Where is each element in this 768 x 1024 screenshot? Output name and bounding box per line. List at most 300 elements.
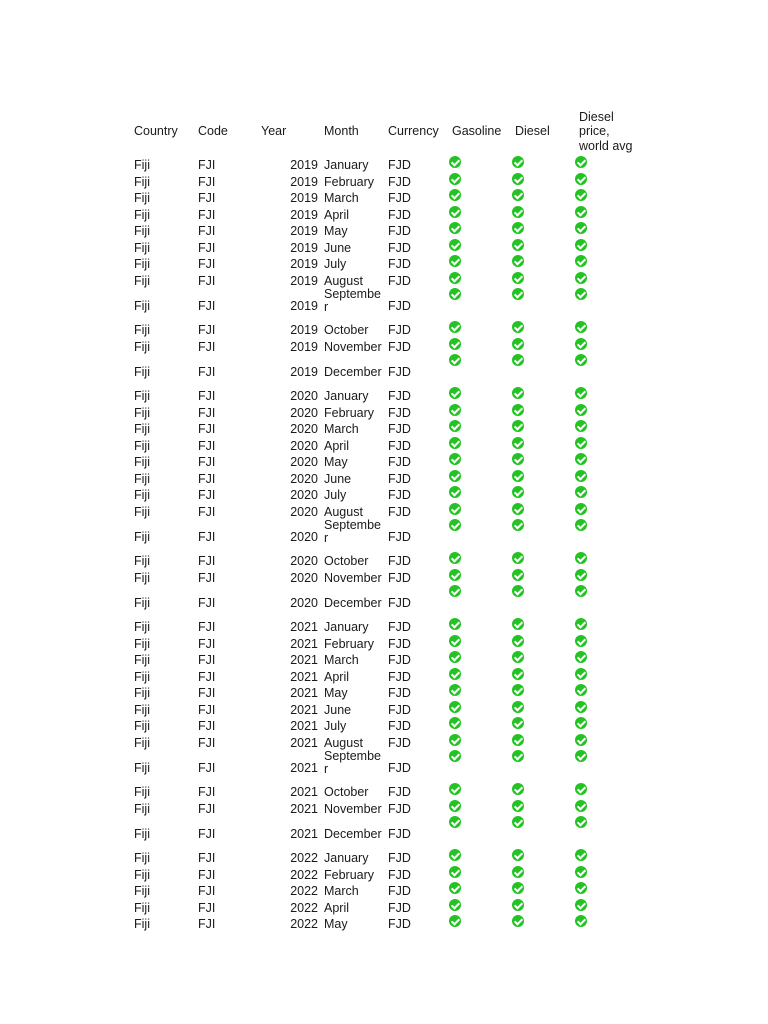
cell-country: Fiji bbox=[134, 273, 150, 288]
cell-month: January bbox=[324, 851, 369, 865]
cell-country: Fiji bbox=[134, 299, 150, 313]
check-circle-icon bbox=[575, 717, 587, 729]
cell-year: 2019 bbox=[290, 257, 318, 271]
cell-code: FJI bbox=[198, 686, 216, 700]
cell-year: 2021 bbox=[290, 785, 318, 799]
cell-country: Fiji bbox=[134, 158, 150, 172]
cell-month: April bbox=[324, 438, 350, 453]
check-circle-icon bbox=[575, 189, 587, 201]
check-circle-icon bbox=[449, 783, 461, 795]
check-circle-icon bbox=[512, 783, 524, 795]
cell-country: Fiji bbox=[134, 851, 150, 865]
check-circle-icon bbox=[575, 255, 587, 267]
cell-month: July bbox=[324, 257, 347, 271]
cell-country: Fiji bbox=[134, 761, 150, 775]
cell-country: Fiji bbox=[134, 405, 150, 420]
check-circle-icon bbox=[512, 750, 524, 762]
cell-currency: FJD bbox=[388, 867, 411, 882]
check-circle-icon bbox=[575, 651, 587, 663]
cell-year: 2021 bbox=[290, 761, 318, 775]
cell-currency: FJD bbox=[388, 224, 411, 238]
cell-country: Fiji bbox=[134, 620, 150, 634]
cell-year: 2022 bbox=[290, 884, 318, 898]
cell-month: January bbox=[324, 158, 369, 172]
check-circle-icon bbox=[512, 321, 524, 333]
check-circle-icon bbox=[575, 668, 587, 680]
cell-country: Fiji bbox=[134, 669, 150, 684]
check-circle-icon bbox=[575, 338, 587, 350]
check-circle-icon bbox=[512, 453, 524, 465]
check-circle-icon bbox=[449, 552, 461, 564]
cell-currency: FJD bbox=[388, 669, 411, 684]
cell-country: Fiji bbox=[134, 917, 150, 931]
check-circle-icon bbox=[512, 189, 524, 201]
cell-month: July bbox=[324, 488, 347, 502]
check-circle-icon bbox=[449, 255, 461, 267]
cell-year: 2021 bbox=[290, 636, 318, 651]
cell-year: 2020 bbox=[290, 530, 318, 544]
check-circle-icon bbox=[449, 866, 461, 878]
check-circle-icon bbox=[575, 899, 587, 911]
check-circle-icon bbox=[512, 635, 524, 647]
cell-month: October bbox=[324, 785, 369, 799]
check-circle-icon bbox=[575, 816, 587, 828]
cell-code: FJI bbox=[198, 653, 216, 667]
cell-year: 2021 bbox=[290, 719, 318, 733]
check-circle-icon bbox=[512, 338, 524, 350]
cell-country: Fiji bbox=[134, 867, 150, 882]
cell-year: 2019 bbox=[290, 158, 318, 172]
cell-currency: FJD bbox=[388, 240, 411, 255]
cell-year: 2019 bbox=[290, 273, 318, 288]
check-circle-icon bbox=[449, 668, 461, 680]
cell-code: FJI bbox=[198, 299, 216, 313]
cell-month: April bbox=[324, 207, 350, 222]
cell-currency: FJD bbox=[388, 257, 411, 271]
check-circle-icon bbox=[512, 668, 524, 680]
cell-currency: FJD bbox=[388, 299, 411, 313]
check-circle-icon bbox=[575, 684, 587, 696]
check-circle-icon bbox=[575, 222, 587, 234]
cell-year: 2021 bbox=[290, 669, 318, 684]
cell-year: 2021 bbox=[290, 827, 318, 841]
cell-year: 2021 bbox=[290, 653, 318, 667]
cell-currency: FJD bbox=[388, 735, 411, 750]
cell-currency: FJD bbox=[388, 827, 411, 841]
check-circle-icon bbox=[449, 321, 461, 333]
cell-code: FJI bbox=[198, 596, 216, 610]
header-country: Country bbox=[134, 124, 178, 138]
check-circle-icon bbox=[512, 701, 524, 713]
cell-currency: FJD bbox=[388, 438, 411, 453]
cell-month: May bbox=[324, 455, 348, 469]
header-code: Code bbox=[198, 124, 228, 138]
check-circle-icon bbox=[512, 552, 524, 564]
header-currency: Currency bbox=[388, 124, 439, 138]
check-circle-icon bbox=[449, 156, 461, 168]
check-circle-icon bbox=[449, 222, 461, 234]
cell-country: Fiji bbox=[134, 224, 150, 238]
cell-year: 2021 bbox=[290, 686, 318, 700]
check-circle-icon bbox=[575, 239, 587, 251]
check-circle-icon bbox=[449, 651, 461, 663]
check-circle-icon bbox=[575, 486, 587, 498]
check-circle-icon bbox=[575, 288, 587, 300]
cell-year: 2020 bbox=[290, 422, 318, 436]
check-circle-icon bbox=[575, 849, 587, 861]
cell-currency: FJD bbox=[388, 488, 411, 502]
cell-year: 2020 bbox=[290, 504, 318, 519]
cell-code: FJI bbox=[198, 801, 216, 816]
check-circle-icon bbox=[449, 569, 461, 581]
cell-country: Fiji bbox=[134, 686, 150, 700]
cell-year: 2019 bbox=[290, 339, 318, 354]
check-circle-icon bbox=[449, 206, 461, 218]
cell-country: Fiji bbox=[134, 785, 150, 799]
cell-year: 2022 bbox=[290, 851, 318, 865]
check-circle-icon bbox=[449, 503, 461, 515]
cell-code: FJI bbox=[198, 323, 216, 337]
cell-country: Fiji bbox=[134, 257, 150, 271]
cell-country: Fiji bbox=[134, 365, 150, 379]
check-circle-icon bbox=[512, 899, 524, 911]
cell-month: August bbox=[324, 273, 363, 288]
cell-code: FJI bbox=[198, 191, 216, 205]
check-circle-icon bbox=[575, 206, 587, 218]
cell-code: FJI bbox=[198, 570, 216, 585]
cell-currency: FJD bbox=[388, 207, 411, 222]
header-year: Year bbox=[261, 124, 287, 138]
cell-code: FJI bbox=[198, 554, 216, 568]
cell-year: 2020 bbox=[290, 596, 318, 610]
cell-currency: FJD bbox=[388, 596, 411, 610]
cell-year: 2019 bbox=[290, 323, 318, 337]
check-circle-icon bbox=[449, 618, 461, 630]
cell-currency: FJD bbox=[388, 620, 411, 634]
cell-code: FJI bbox=[198, 389, 216, 403]
cell-code: FJI bbox=[198, 669, 216, 684]
check-circle-icon bbox=[449, 717, 461, 729]
check-circle-icon bbox=[575, 866, 587, 878]
check-circle-icon bbox=[449, 635, 461, 647]
cell-code: FJI bbox=[198, 273, 216, 288]
check-circle-icon bbox=[449, 437, 461, 449]
cell-month: September bbox=[324, 287, 381, 314]
check-circle-icon bbox=[575, 915, 587, 927]
check-circle-icon bbox=[449, 272, 461, 284]
cell-currency: FJD bbox=[388, 455, 411, 469]
cell-code: FJI bbox=[198, 884, 216, 898]
cell-month: February bbox=[324, 867, 375, 882]
cell-code: FJI bbox=[198, 405, 216, 420]
cell-country: Fiji bbox=[134, 653, 150, 667]
cell-currency: FJD bbox=[388, 785, 411, 799]
check-circle-icon bbox=[512, 404, 524, 416]
cell-month: November bbox=[324, 570, 382, 585]
cell-code: FJI bbox=[198, 851, 216, 865]
cell-year: 2019 bbox=[290, 174, 318, 189]
cell-country: Fiji bbox=[134, 488, 150, 502]
cell-year: 2019 bbox=[290, 207, 318, 222]
header-diesel: Diesel bbox=[515, 124, 550, 138]
check-circle-icon bbox=[512, 288, 524, 300]
check-circle-icon bbox=[512, 651, 524, 663]
cell-currency: FJD bbox=[388, 884, 411, 898]
check-circle-icon bbox=[575, 321, 587, 333]
cell-country: Fiji bbox=[134, 191, 150, 205]
cell-month: February bbox=[324, 636, 375, 651]
cell-country: Fiji bbox=[134, 422, 150, 436]
cell-country: Fiji bbox=[134, 323, 150, 337]
cell-month: December bbox=[324, 365, 382, 379]
check-circle-icon bbox=[449, 420, 461, 432]
check-circle-icon bbox=[449, 354, 461, 366]
cell-year: 2019 bbox=[290, 191, 318, 205]
check-circle-icon bbox=[449, 915, 461, 927]
cell-month: March bbox=[324, 884, 359, 898]
check-circle-icon bbox=[575, 272, 587, 284]
check-circle-icon bbox=[449, 800, 461, 812]
check-circle-icon bbox=[575, 354, 587, 366]
check-circle-icon bbox=[449, 173, 461, 185]
check-circle-icon bbox=[512, 387, 524, 399]
cell-code: FJI bbox=[198, 422, 216, 436]
check-circle-icon bbox=[512, 437, 524, 449]
check-circle-icon bbox=[512, 849, 524, 861]
cell-code: FJI bbox=[198, 761, 216, 775]
cell-year: 2021 bbox=[290, 735, 318, 750]
cell-currency: FJD bbox=[388, 801, 411, 816]
cell-currency: FJD bbox=[388, 570, 411, 585]
cell-month: July bbox=[324, 719, 347, 733]
check-circle-icon bbox=[449, 882, 461, 894]
cell-currency: FJD bbox=[388, 389, 411, 403]
cell-code: FJI bbox=[198, 339, 216, 354]
check-circle-icon bbox=[449, 288, 461, 300]
check-circle-icon bbox=[512, 717, 524, 729]
check-circle-icon bbox=[575, 173, 587, 185]
cell-month: August bbox=[324, 735, 363, 750]
cell-currency: FJD bbox=[388, 273, 411, 288]
check-circle-icon bbox=[575, 882, 587, 894]
cell-currency: FJD bbox=[388, 636, 411, 651]
check-circle-icon bbox=[449, 585, 461, 597]
check-circle-icon bbox=[575, 519, 587, 531]
cell-code: FJI bbox=[198, 257, 216, 271]
check-circle-icon bbox=[512, 816, 524, 828]
header-gasoline: Gasoline bbox=[452, 124, 502, 138]
cell-year: 2021 bbox=[290, 620, 318, 634]
cell-country: Fiji bbox=[134, 719, 150, 733]
check-circle-icon bbox=[449, 404, 461, 416]
check-circle-icon bbox=[512, 156, 524, 168]
cell-month: March bbox=[324, 422, 359, 436]
cell-country: Fiji bbox=[134, 471, 150, 486]
cell-month: March bbox=[324, 191, 359, 205]
check-circle-icon bbox=[449, 684, 461, 696]
cell-code: FJI bbox=[198, 636, 216, 651]
cell-currency: FJD bbox=[388, 554, 411, 568]
cell-country: Fiji bbox=[134, 530, 150, 544]
cell-currency: FJD bbox=[388, 917, 411, 931]
check-circle-icon bbox=[512, 272, 524, 284]
cell-month: January bbox=[324, 620, 369, 634]
cell-currency: FJD bbox=[388, 365, 411, 379]
cell-year: 2019 bbox=[290, 365, 318, 379]
cell-code: FJI bbox=[198, 471, 216, 486]
cell-country: Fiji bbox=[134, 207, 150, 222]
cell-currency: FJD bbox=[388, 702, 411, 717]
cell-month: November bbox=[324, 801, 382, 816]
cell-month: December bbox=[324, 596, 382, 610]
cell-country: Fiji bbox=[134, 735, 150, 750]
cell-code: FJI bbox=[198, 240, 216, 255]
cell-code: FJI bbox=[198, 224, 216, 238]
cell-country: Fiji bbox=[134, 801, 150, 816]
cell-year: 2019 bbox=[290, 299, 318, 313]
cell-month: August bbox=[324, 504, 363, 519]
check-circle-icon bbox=[512, 800, 524, 812]
check-circle-icon bbox=[512, 470, 524, 482]
cell-year: 2020 bbox=[290, 488, 318, 502]
cell-currency: FJD bbox=[388, 504, 411, 519]
check-circle-icon bbox=[512, 866, 524, 878]
check-circle-icon bbox=[575, 569, 587, 581]
check-circle-icon bbox=[512, 255, 524, 267]
cell-currency: FJD bbox=[388, 719, 411, 733]
cell-year: 2021 bbox=[290, 801, 318, 816]
cell-currency: FJD bbox=[388, 686, 411, 700]
cell-code: FJI bbox=[198, 438, 216, 453]
check-circle-icon bbox=[575, 470, 587, 482]
cell-country: Fiji bbox=[134, 455, 150, 469]
cell-code: FJI bbox=[198, 207, 216, 222]
check-circle-icon bbox=[512, 569, 524, 581]
cell-year: 2020 bbox=[290, 471, 318, 486]
cell-month: February bbox=[324, 405, 375, 420]
check-circle-icon bbox=[575, 437, 587, 449]
check-circle-icon bbox=[512, 173, 524, 185]
check-circle-icon bbox=[449, 453, 461, 465]
cell-year: 2022 bbox=[290, 917, 318, 931]
check-circle-icon bbox=[512, 486, 524, 498]
check-circle-icon bbox=[512, 503, 524, 515]
cell-currency: FJD bbox=[388, 158, 411, 172]
cell-month: September bbox=[324, 518, 381, 545]
check-circle-icon bbox=[449, 701, 461, 713]
cell-code: FJI bbox=[198, 702, 216, 717]
cell-country: Fiji bbox=[134, 900, 150, 915]
cell-year: 2020 bbox=[290, 438, 318, 453]
check-circle-icon bbox=[575, 635, 587, 647]
cell-code: FJI bbox=[198, 455, 216, 469]
cell-currency: FJD bbox=[388, 174, 411, 189]
cell-month: March bbox=[324, 653, 359, 667]
cell-country: Fiji bbox=[134, 174, 150, 189]
cell-code: FJI bbox=[198, 719, 216, 733]
check-circle-icon bbox=[575, 387, 587, 399]
cell-currency: FJD bbox=[388, 900, 411, 915]
cell-currency: FJD bbox=[388, 191, 411, 205]
check-circle-icon bbox=[512, 684, 524, 696]
cell-country: Fiji bbox=[134, 389, 150, 403]
cell-year: 2019 bbox=[290, 224, 318, 238]
cell-country: Fiji bbox=[134, 438, 150, 453]
cell-code: FJI bbox=[198, 504, 216, 519]
cell-currency: FJD bbox=[388, 405, 411, 420]
check-circle-icon bbox=[575, 734, 587, 746]
check-circle-icon bbox=[575, 404, 587, 416]
cell-year: 2020 bbox=[290, 554, 318, 568]
header-diesel-world-line-2: price, bbox=[579, 124, 610, 138]
cell-country: Fiji bbox=[134, 570, 150, 585]
cell-year: 2020 bbox=[290, 455, 318, 469]
check-circle-icon bbox=[449, 239, 461, 251]
check-circle-icon bbox=[449, 519, 461, 531]
cell-code: FJI bbox=[198, 900, 216, 915]
check-circle-icon bbox=[512, 519, 524, 531]
header-diesel-world-line-3: world avg bbox=[579, 139, 633, 153]
cell-month: October bbox=[324, 323, 369, 337]
cell-country: Fiji bbox=[134, 339, 150, 354]
cell-month: October bbox=[324, 554, 369, 568]
check-circle-icon bbox=[575, 503, 587, 515]
cell-code: FJI bbox=[198, 917, 216, 931]
check-circle-icon bbox=[449, 486, 461, 498]
cell-month: September bbox=[324, 749, 381, 776]
cell-country: Fiji bbox=[134, 702, 150, 717]
cell-country: Fiji bbox=[134, 827, 150, 841]
check-circle-icon bbox=[449, 470, 461, 482]
check-circle-icon bbox=[575, 453, 587, 465]
cell-currency: FJD bbox=[388, 653, 411, 667]
check-circle-icon bbox=[512, 239, 524, 251]
cell-month: May bbox=[324, 917, 348, 931]
check-circle-icon bbox=[575, 420, 587, 432]
cell-currency: FJD bbox=[388, 323, 411, 337]
check-circle-icon bbox=[449, 849, 461, 861]
cell-year: 2022 bbox=[290, 867, 318, 882]
cell-country: Fiji bbox=[134, 596, 150, 610]
cell-country: Fiji bbox=[134, 884, 150, 898]
check-circle-icon bbox=[575, 783, 587, 795]
cell-code: FJI bbox=[198, 827, 216, 841]
cell-country: Fiji bbox=[134, 636, 150, 651]
cell-year: 2020 bbox=[290, 405, 318, 420]
cell-code: FJI bbox=[198, 735, 216, 750]
check-circle-icon bbox=[449, 387, 461, 399]
cell-code: FJI bbox=[198, 785, 216, 799]
check-circle-icon bbox=[512, 354, 524, 366]
cell-code: FJI bbox=[198, 530, 216, 544]
cell-currency: FJD bbox=[388, 471, 411, 486]
check-circle-icon bbox=[512, 420, 524, 432]
check-circle-icon bbox=[575, 552, 587, 564]
cell-month: April bbox=[324, 669, 350, 684]
cell-code: FJI bbox=[198, 158, 216, 172]
cell-month: June bbox=[324, 471, 352, 486]
cell-year: 2022 bbox=[290, 900, 318, 915]
check-circle-icon bbox=[512, 206, 524, 218]
cell-month: November bbox=[324, 339, 382, 354]
cell-currency: FJD bbox=[388, 851, 411, 865]
check-circle-icon bbox=[512, 618, 524, 630]
check-circle-icon bbox=[575, 701, 587, 713]
cell-currency: FJD bbox=[388, 530, 411, 544]
cell-month: January bbox=[324, 389, 369, 403]
check-circle-icon bbox=[512, 734, 524, 746]
check-circle-icon bbox=[512, 585, 524, 597]
